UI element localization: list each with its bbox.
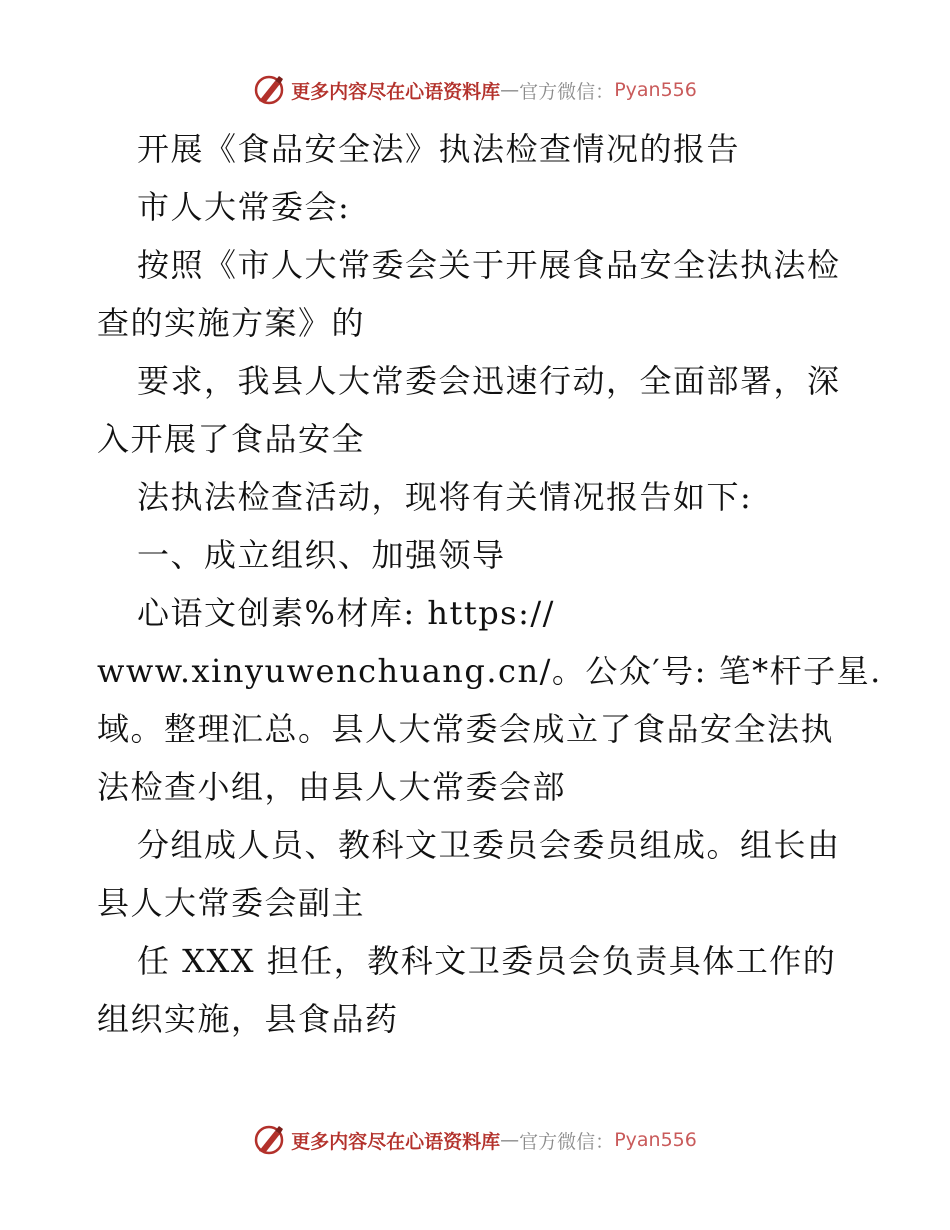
banner-dash: — xyxy=(500,79,520,101)
paragraph-line: 县人大常委会副主 xyxy=(97,884,366,922)
paragraph-line: 分组成人员、教科文卫委员会委员组成。组长由 xyxy=(137,826,841,864)
pen-logo-icon xyxy=(253,73,287,107)
paragraph-line: 按照《市人大常委会关于开展食品安全法执法检 xyxy=(137,246,841,284)
paragraph-line: www.xinyuwenchuang.cn/。公众′号: 笔*杆子星. xyxy=(97,652,882,690)
banner-wechat-label: 官方微信： xyxy=(519,80,615,103)
footer-banner xyxy=(0,1120,950,1160)
pen-logo-icon xyxy=(253,1123,287,1157)
paragraph-line: 组织实施，县食品药 xyxy=(97,1000,399,1038)
paragraph-line: 任 XXX 担任，教科文卫委员会负责具体工作的 xyxy=(137,942,837,980)
paragraph-line: 法检查小组，由县人大常委会部 xyxy=(97,768,567,806)
banner-wechat-label: 官方微信： xyxy=(519,1130,615,1153)
section-heading: 一、成立组织、加强领导 xyxy=(137,536,506,574)
document-body xyxy=(97,120,882,1048)
paragraph-line: 域。整理汇总。县人大常委会成立了食品安全法执 xyxy=(97,710,835,748)
paragraph-line: 心语文创素%材库: https:// xyxy=(137,594,555,632)
salutation: 市人大常委会: xyxy=(137,188,351,226)
paragraph-line: 入开展了食品安全 xyxy=(97,420,366,458)
banner-wechat-id: Pyan556 xyxy=(614,1129,697,1151)
banner-text: 更多内容尽在心语资料库 xyxy=(291,1130,501,1153)
header-banner xyxy=(0,70,950,110)
banner-dash: — xyxy=(500,1129,520,1151)
banner-text: 更多内容尽在心语资料库 xyxy=(291,80,501,103)
paragraph-line: 查的实施方案》的 xyxy=(97,304,366,342)
paragraph-line: 要求，我县人大常委会迅速行动，全面部署，深 xyxy=(137,362,841,400)
document-title: 开展《食品安全法》执法检查情况的报告 xyxy=(137,130,741,168)
banner-wechat-id: Pyan556 xyxy=(614,79,697,101)
paragraph-line: 法执法检查活动，现将有关情况报告如下: xyxy=(137,478,753,516)
